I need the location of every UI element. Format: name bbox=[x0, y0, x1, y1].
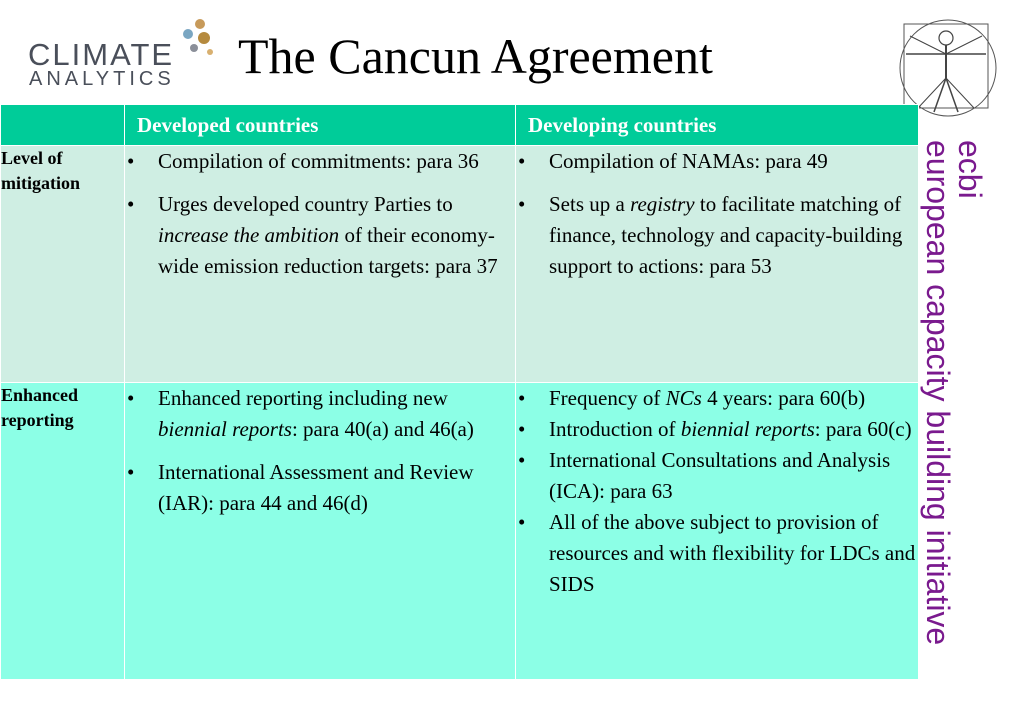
list-item bbox=[516, 146, 918, 177]
developed-cell bbox=[125, 383, 516, 680]
item-text: International Consultations and Analysis (ICA): para 63 bbox=[549, 448, 891, 503]
item-text: 4 years: para 60(b) bbox=[701, 386, 866, 410]
item-text: International Assessment and Review (IAR): para 44 and 46(d) bbox=[158, 460, 474, 515]
item-text: of their economy-wide emission reduction targets: para 37 bbox=[158, 223, 498, 278]
list-item bbox=[516, 507, 918, 600]
item-text: Frequency of bbox=[549, 386, 666, 410]
climate-analytics-logo bbox=[28, 18, 213, 96]
emphasis-text: registry bbox=[630, 192, 695, 216]
emphasis-text: increase the ambition bbox=[158, 223, 340, 247]
table-row bbox=[1, 383, 919, 680]
bullet-list bbox=[516, 146, 918, 282]
list-item bbox=[125, 383, 515, 445]
table-row bbox=[1, 146, 919, 383]
row-label: Enhanced reporting bbox=[1, 383, 125, 680]
header-blank-cell bbox=[1, 105, 125, 146]
emphasis-text: NCs bbox=[665, 386, 702, 410]
row-label: Level of mitigation bbox=[1, 146, 125, 383]
item-text: Compilation of NAMAs: para 49 bbox=[549, 149, 828, 173]
header-developing: Developing countries bbox=[516, 105, 919, 146]
bullet-list bbox=[125, 383, 515, 519]
side-caption-line2: european capacity building initiative bbox=[920, 140, 956, 646]
item-text: : para 60(c) bbox=[814, 417, 912, 441]
emphasis-text: biennial reports bbox=[158, 417, 292, 441]
agreement-table bbox=[0, 104, 919, 680]
list-item bbox=[516, 414, 918, 445]
developed-cell bbox=[125, 146, 516, 383]
bullet-list bbox=[516, 383, 918, 600]
header-developed: Developed countries bbox=[125, 105, 516, 146]
logo-text-analytics: ANALYTICS bbox=[29, 68, 175, 90]
list-item bbox=[125, 457, 515, 519]
item-text: Sets up a bbox=[549, 192, 631, 216]
item-text: Enhanced reporting including new bbox=[158, 386, 448, 410]
developing-cell bbox=[516, 146, 919, 383]
list-item bbox=[516, 189, 918, 282]
logo-text-climate: CLIMATE bbox=[28, 37, 175, 72]
list-item bbox=[516, 445, 918, 507]
item-text: Introduction of bbox=[549, 417, 681, 441]
item-text: to facilitate matching of finance, technology and capacity-building support to actions: para 53 bbox=[549, 192, 903, 278]
emphasis-text: biennial reports bbox=[680, 417, 815, 441]
table-header-row bbox=[1, 105, 919, 146]
side-caption bbox=[916, 140, 986, 680]
list-item bbox=[125, 189, 515, 282]
item-text: Compilation of commitments: para 36 bbox=[158, 149, 479, 173]
item-text: All of the above subject to provision of resources and with flexibility for LDCs and SIDS bbox=[549, 510, 916, 596]
list-item bbox=[516, 383, 918, 414]
page-title: The Cancun Agreement bbox=[238, 28, 713, 84]
developing-cell bbox=[516, 383, 919, 680]
item-text: : para 40(a) and 46(a) bbox=[291, 417, 474, 441]
bullet-list bbox=[125, 146, 515, 282]
list-item bbox=[125, 146, 515, 177]
side-caption-line1: ecbi bbox=[952, 140, 988, 199]
item-text: Urges developed country Parties to bbox=[158, 192, 453, 216]
logo-dots-icon bbox=[176, 18, 216, 63]
